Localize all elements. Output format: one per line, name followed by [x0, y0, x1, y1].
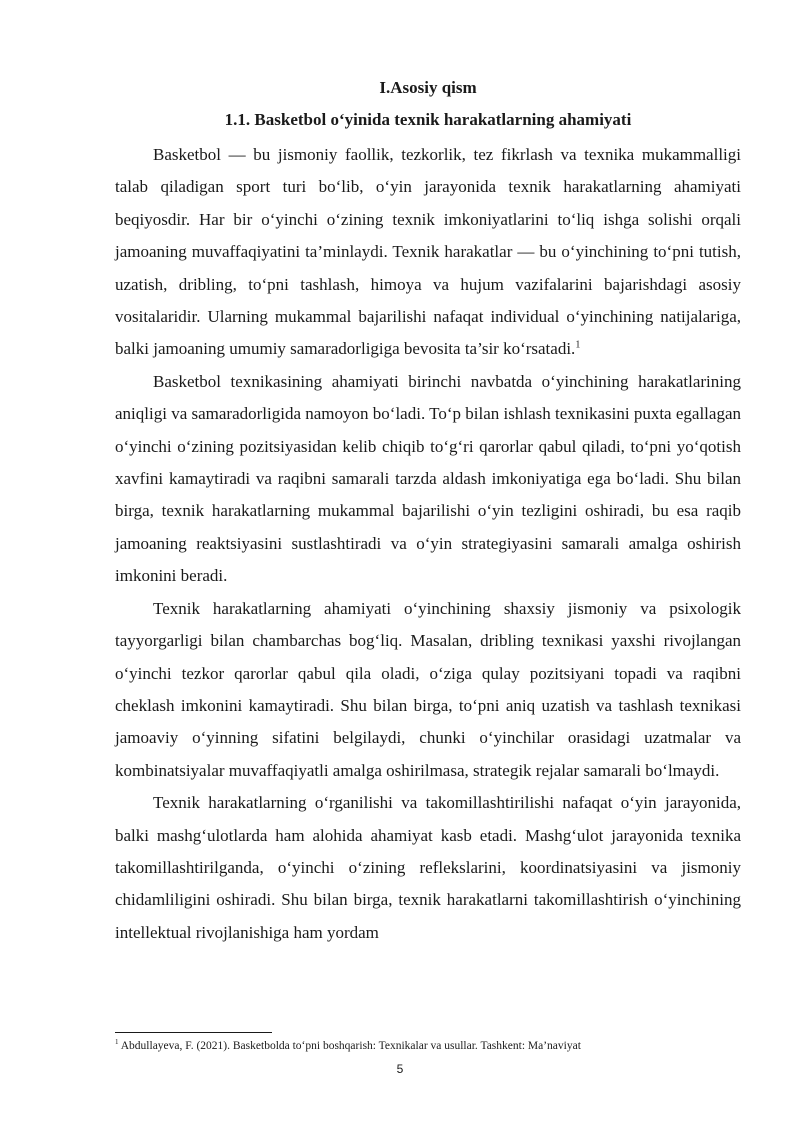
footnote-number: 1 — [115, 1038, 119, 1047]
footnote-separator — [115, 1032, 272, 1033]
paragraph-text: Basketbol — bu jismoniy faollik, tezkorlik, tez fikrlash va texnika mukammalligi talab qiladigan sport turi bo‘lib, o‘yin jarayonida texnik harakatlarning ahamiyati beqiyosdir. Har bir o‘yinchi o‘zining texnik imkoniyatlarini to‘liq ishga solishi orqali jamoaning muvaffaqiyatini ta’minlaydi. Texnik harakatlar — bu o‘yinchining to‘pni tutish, uzatish, dribling, to‘pni tashlash, himoya va hujum vazifalarini bajarishdagi asosiy vositalaridir. Ularning mukammal bajarilishi nafaqat individual o‘yinchining natijalariga, balki jamoaning umumiy samaradorligiga bevosita ta’sir ko‘rsatadi. — [115, 145, 741, 359]
subsection-title: 1.1. Basketbol o‘yinida texnik harakatlarning ahamiyati — [224, 110, 632, 129]
page-number: 5 — [396, 1062, 404, 1076]
paragraph: Basketbol texnikasining ahamiyati birinchi navbatda o‘yinchining harakatlarining aniqligi va samaradorligida namoyon bo‘ladi. To‘p bilan ishlash texnikasini puxta egallagan o‘yinchi o‘zining pozitsiyasidan kelib chiqib to‘g‘ri qarorlar qabul qiladi, to‘pni yo‘qotish xavfini kamaytiradi va raqibni samarali tarzda aldash imkoniyatiga ega bo‘ladi. Shu bilan birga, texnik harakatlarning mukammal bajarilishi o‘yin tezligini oshiradi, bu esa raqib jamoaning reaktsiyasini sustlashtiradi va o‘yin strategiyasini samarali amalga oshirish imkonini beradi. — [115, 371, 741, 586]
paragraph: Texnik harakatlarning o‘rganilishi va takomillashtirilishi nafaqat o‘yin jarayonida, balki mashg‘ulotlarda ham alohida ahamiyat kasb etadi. Mashg‘ulot jarayonida texnika takomillashtirilganda, o‘yinchi o‘zining reflekslarini, koordinatsiyasini va jismoniy chidamliligini oshiradi. Shu bilan birga, texnik harakatlarni takomillashtirish o‘yinchining intellektual rivojlanishiga ham yordam — [115, 793, 741, 942]
paragraph — [115, 139, 741, 366]
section-title: I.Asosiy qism — [379, 78, 477, 97]
footnote-text: Abdullayeva, F. (2021). Basketbolda to‘pni boshqarish: Texnikalar va usullar. Tashkent: Ma’naviyat — [120, 1040, 581, 1052]
footnote-reference[interactable]: 1 — [575, 339, 581, 351]
paragraph: Texnik harakatlarning ahamiyati o‘yinchining shaxsiy jismoniy va psixologik tayyorgarligi bilan chambarchas bog‘liq. Masalan, dribling texnikasi yaxshi rivojlangan o‘yinchi tezkor qarorlar qabul qila oladi, o‘ziga qulay pozitsiyani topadi va raqibni cheklash imkonini kamaytiradi. Shu bilan birga, to‘pni aniq uzatish va tashlash texnikasi jamoaviy o‘yinning sifatini belgilaydi, chunki o‘yinchilar orasidagi uzatmalar va kombinatsiyalar muvaffaqiyatli amalga oshirilmasa, strategik rejalar samarali bo‘lmaydi. — [115, 598, 741, 780]
footnote — [115, 1039, 741, 1053]
body-text — [115, 139, 741, 949]
